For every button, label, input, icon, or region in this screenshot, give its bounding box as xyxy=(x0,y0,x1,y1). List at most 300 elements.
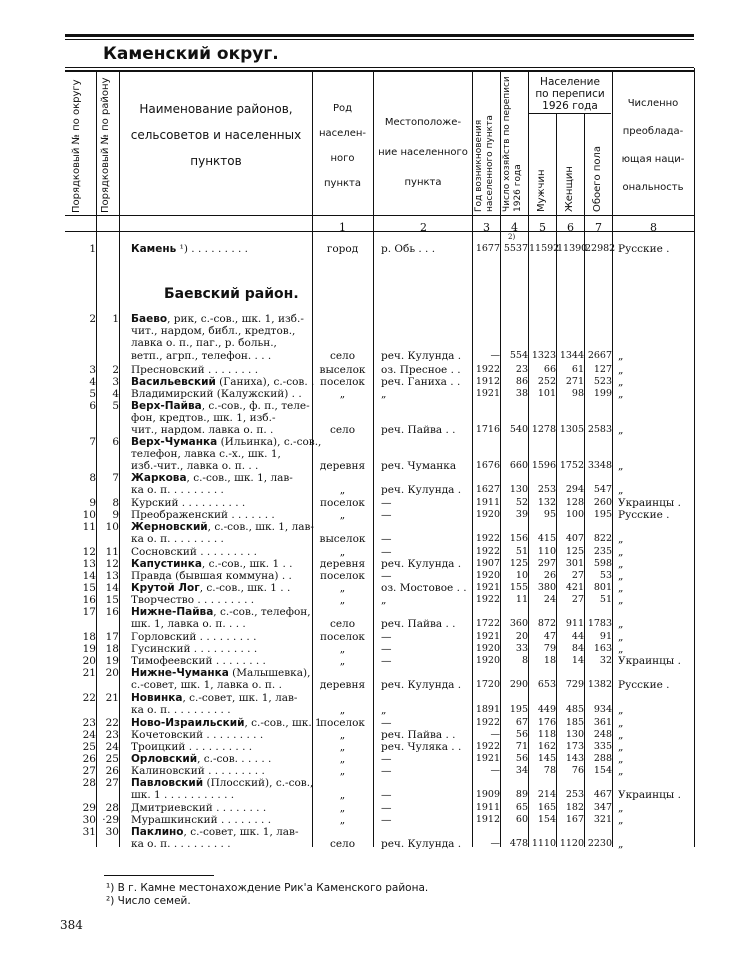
table-row xyxy=(0,826,750,850)
households: 38 xyxy=(515,388,528,399)
founded-year: — xyxy=(490,838,500,850)
households: 39 xyxy=(515,509,528,520)
settlement-location: — xyxy=(381,631,392,643)
households: 34 xyxy=(515,765,528,776)
row-number-raion: 26 xyxy=(105,765,119,777)
men-count: 101 xyxy=(537,388,556,399)
founded-year: 1911 xyxy=(475,497,500,508)
founded-year: 1920 xyxy=(475,509,500,520)
settlement-location: — xyxy=(381,765,392,777)
settlement-type: „ xyxy=(339,484,346,497)
settlement-name: Тимофеевский . . . . . . . . xyxy=(131,655,266,667)
men-count: 79 xyxy=(543,643,556,654)
row-number-okrug: 22 xyxy=(82,692,96,704)
settlement-name: Камень ¹) . . . . . . . . . xyxy=(131,243,249,255)
row-number-okrug: 30 xyxy=(82,814,96,826)
women-count: 185 xyxy=(565,717,584,728)
households: 125 xyxy=(509,558,528,569)
men-count: 415 xyxy=(537,533,556,545)
row-number-okrug: 21 xyxy=(82,667,96,679)
colnum: 7 xyxy=(595,221,602,234)
row-number-okrug: 2 xyxy=(89,313,96,325)
row-number-okrug: 24 xyxy=(82,729,96,741)
row-number-okrug: 7 xyxy=(89,436,96,448)
table-row xyxy=(0,606,750,630)
nationality: „ xyxy=(618,717,624,729)
row-number-okrug: 10 xyxy=(82,509,96,521)
nationality: „ xyxy=(618,814,624,826)
women-count: 27 xyxy=(571,570,584,581)
settlement-location: реч. Кулунда . xyxy=(381,349,462,362)
households: 10 xyxy=(515,570,528,581)
founded-year: 1920 xyxy=(475,655,500,666)
settlement-type: выселок xyxy=(319,364,366,376)
settlement-name-bold: Нижне-Пайва xyxy=(131,606,214,618)
settlement-name: Баево, рик, с.-сов., шк. 1, изб.- xyxy=(131,313,304,325)
households: 89 xyxy=(515,789,528,801)
colnum: 8 xyxy=(650,221,657,234)
total-count: 1783 xyxy=(587,618,612,630)
nationality: „ xyxy=(618,349,624,362)
settlement-type: деревня xyxy=(319,679,366,692)
settlement-name-bold: Жаркова xyxy=(131,472,187,484)
women-count: 294 xyxy=(565,484,584,496)
founded-year: 1922 xyxy=(475,717,500,728)
settlement-name-bold: Верх-Чуманка xyxy=(131,436,218,448)
settlement-location: реч. Чуляка . . xyxy=(381,741,462,753)
row-number-raion: 12 xyxy=(105,558,119,570)
table-row xyxy=(0,814,750,826)
total-count: 248 xyxy=(593,729,612,740)
row-number-raion: 30 xyxy=(105,826,119,838)
settlement-type: „ xyxy=(339,704,346,717)
settlement-location: „ xyxy=(381,704,387,717)
households: 290 xyxy=(509,679,528,691)
settlement-location: — xyxy=(381,789,392,802)
settlement-name: Нижне-Пайва, с.-сов., телефон, xyxy=(131,606,311,618)
settlement-type: „ xyxy=(339,655,346,667)
founded-year: 1912 xyxy=(475,376,500,387)
settlement-type: „ xyxy=(339,582,346,594)
settlement-type: поселок xyxy=(320,717,365,729)
settlement-name: Сосновский . . . . . . . . . xyxy=(131,546,257,558)
men-count: 95 xyxy=(543,509,556,520)
table-row xyxy=(0,753,750,765)
settlement-type: село xyxy=(329,349,356,362)
row-number-raion: 1 xyxy=(112,313,119,325)
settlement-location: — xyxy=(381,509,392,521)
footnote-mark: 2) xyxy=(508,233,516,241)
settlement-name-bold: Новинка xyxy=(131,692,183,704)
settlement-location: — xyxy=(381,814,392,826)
men-count: 380 xyxy=(537,582,556,593)
total-count: 822 xyxy=(593,533,612,545)
women-count: 1305 xyxy=(559,424,584,436)
nationality: „ xyxy=(618,388,624,400)
row-number-raion: 19 xyxy=(105,655,119,667)
table-row xyxy=(0,364,750,376)
settlement-location: реч. Чуманка xyxy=(381,460,457,473)
founded-year: 1676 xyxy=(475,460,500,472)
settlement-name: ка о. п. . . . . . . . . . xyxy=(131,838,231,851)
women-count: 100 xyxy=(565,509,584,520)
men-count: 162 xyxy=(537,741,556,752)
table-row xyxy=(0,777,750,801)
founded-year: 1911 xyxy=(475,802,500,813)
header-col2: Порядковый № по району xyxy=(100,77,111,213)
nationality: „ xyxy=(618,484,624,497)
founded-year: 1921 xyxy=(475,582,500,593)
settlement-name: с.-совет, шк. 1, лавка о. п. . xyxy=(131,679,282,692)
row-number-raion: ·29 xyxy=(102,814,119,826)
settlement-name: изб.-чит., лавка о. п. . . xyxy=(131,460,259,473)
founded-year: 1921 xyxy=(475,753,500,764)
nationality: „ xyxy=(618,582,624,594)
row-number-raion: 11 xyxy=(105,546,119,558)
header-name: Наименование районов, сельсоветов и населенных пунктов xyxy=(130,102,302,168)
women-count: 167 xyxy=(565,814,584,825)
women-count: 485 xyxy=(565,704,584,716)
row-number-okrug: 31 xyxy=(82,826,96,838)
page-number: 384 xyxy=(60,918,83,932)
men-count: 26 xyxy=(543,570,556,581)
row-number-raion: 9 xyxy=(112,509,119,521)
settlement-name-bold: Баево xyxy=(131,313,168,325)
settlement-name: ка о. п. . . . . . . . . xyxy=(131,484,224,497)
total-count: 3348 xyxy=(587,460,612,472)
row-number-raion: 2 xyxy=(112,364,119,376)
settlement-name: Дмитриевский . . . . . . . . xyxy=(131,802,267,814)
founded-year: — xyxy=(490,729,500,740)
settlement-name-bold: Паклино xyxy=(131,826,184,838)
colnum: 6 xyxy=(567,221,574,234)
men-count: 872 xyxy=(537,618,556,630)
header-households: Число хозяйств по переписи 1926 года xyxy=(502,76,523,212)
men-count: 78 xyxy=(543,765,556,776)
nationality: „ xyxy=(618,753,624,765)
households: 478 xyxy=(509,838,528,850)
row-number-raion: 6 xyxy=(112,436,119,448)
settlement-name: Новинка, с.-совет, шк. 1, лав- xyxy=(131,692,298,704)
settlement-location: — xyxy=(381,570,392,582)
nationality: „ xyxy=(618,364,624,376)
row-number-okrug: 1 xyxy=(89,243,96,255)
households: 23 xyxy=(515,364,528,375)
men-count: 24 xyxy=(543,594,556,605)
nationality: „ xyxy=(618,594,624,606)
nationality: „ xyxy=(618,460,624,473)
settlement-location: реч. Кулунда . xyxy=(381,558,462,570)
founded-year: 1891 xyxy=(475,704,500,716)
founded-year: 1922 xyxy=(475,594,500,605)
settlement-location: реч. Кулунда . xyxy=(381,838,462,851)
table-row xyxy=(0,400,750,437)
settlement-name-bold: Павловский xyxy=(131,777,204,789)
row-number-okrug: 27 xyxy=(82,765,96,777)
settlement-type: деревня xyxy=(319,558,366,570)
settlement-name: Жаркова, с.-сов., шк. 1, лав- xyxy=(131,472,293,484)
women-count: 729 xyxy=(565,679,584,691)
settlement-name: Верх-Пайва, с.-сов., ф. п., теле- xyxy=(131,400,310,412)
households: 56 xyxy=(515,753,528,764)
total-count: 199 xyxy=(593,388,612,399)
founded-year: 1922 xyxy=(475,741,500,752)
row-number-okrug: 26 xyxy=(82,753,96,765)
row-number-raion: 21 xyxy=(105,692,119,704)
table-row xyxy=(0,594,750,606)
settlement-location: — xyxy=(381,546,392,558)
households: 71 xyxy=(515,741,528,752)
founded-year: 1921 xyxy=(475,388,500,399)
footnote-2: ²) Число семей. xyxy=(106,895,191,907)
settlement-location: оз. Мостовое . . xyxy=(381,582,467,594)
table-row xyxy=(0,497,750,509)
table-row xyxy=(0,582,750,594)
men-count: 118 xyxy=(537,729,556,740)
men-count: 1323 xyxy=(531,349,556,361)
total-count: 127 xyxy=(593,364,612,375)
men-count: 165 xyxy=(537,802,556,813)
district-title: Баевский район. xyxy=(164,286,299,302)
settlement-location: реч. Пайва . . xyxy=(381,729,456,741)
row-number-okrug: 8 xyxy=(89,472,96,484)
table-row xyxy=(0,802,750,814)
households: 360 xyxy=(509,618,528,630)
row-number-raion: 13 xyxy=(105,570,119,582)
women-count: 1752 xyxy=(559,460,584,472)
settlement-name: Кочетовский . . . . . . . . . xyxy=(131,729,264,741)
settlement-type: „ xyxy=(339,388,346,400)
founded-year: 1912 xyxy=(475,814,500,825)
men-count: 176 xyxy=(537,717,556,728)
total-count: 467 xyxy=(593,789,612,801)
settlement-type: поселок xyxy=(320,570,365,582)
women-count: 301 xyxy=(565,558,584,569)
header-men: Мужчин xyxy=(536,169,547,212)
nationality: Русские . xyxy=(618,679,670,692)
settlement-type: „ xyxy=(339,789,346,802)
total-count: 91 xyxy=(599,631,612,642)
settlement-type: „ xyxy=(339,546,346,558)
row-number-okrug: 17 xyxy=(82,606,96,618)
households: 540 xyxy=(509,424,528,436)
households: 11 xyxy=(515,594,528,605)
settlement-location: реч. Пайва . . xyxy=(381,618,456,631)
settlement-name: Ново-Израильский, с.-сов., шк. 1 xyxy=(131,717,322,729)
colnum: 3 xyxy=(483,221,490,234)
settlement-name: Мурашкинский . . . . . . . . xyxy=(131,814,272,826)
men-count: 47 xyxy=(543,631,556,642)
header-type: Род населен- ного пункта xyxy=(318,103,366,189)
colnum: 5 xyxy=(539,221,546,234)
men-count: 132 xyxy=(537,497,556,508)
founded-year: 1720 xyxy=(475,679,500,691)
women-count: 27 xyxy=(571,594,584,605)
row-number-okrug: 4 xyxy=(89,376,96,388)
households: 67 xyxy=(515,717,528,728)
table-row xyxy=(0,667,750,691)
settlement-type: город xyxy=(326,243,359,255)
row-number-raion: 3 xyxy=(112,376,119,388)
total-count: 934 xyxy=(593,704,612,716)
settlement-name: Капустинка, с.-сов., шк. 1 . . xyxy=(131,558,293,570)
nationality: Украинцы . xyxy=(618,789,681,802)
settlement-type: „ xyxy=(339,729,346,741)
women-count: 271 xyxy=(565,376,584,387)
nationality: „ xyxy=(618,765,624,777)
table-row xyxy=(0,243,750,255)
nationality: „ xyxy=(618,741,624,753)
total-count: 2667 xyxy=(587,349,612,361)
settlement-name-bold: Васильевский xyxy=(131,376,216,388)
row-number-okrug: 18 xyxy=(82,631,96,643)
row-number-okrug: 14 xyxy=(82,570,96,582)
total-count: 154 xyxy=(593,765,612,776)
table-row xyxy=(0,388,750,400)
founded-year: 1909 xyxy=(475,789,500,801)
settlement-type: „ xyxy=(339,753,346,765)
nationality: „ xyxy=(618,838,624,851)
households: 33 xyxy=(515,643,528,654)
settlement-location: — xyxy=(381,802,392,814)
settlement-type: выселок xyxy=(319,533,366,546)
settlement-name: Горловский . . . . . . . . . xyxy=(131,631,257,643)
settlement-location: — xyxy=(381,753,392,765)
total-count: 523 xyxy=(593,376,612,387)
households: 5537 xyxy=(503,243,528,254)
settlement-type: „ xyxy=(339,594,346,606)
table-row xyxy=(0,546,750,558)
header-col1: Порядковый № по округу xyxy=(71,79,82,213)
settlement-name: Паклино, с.-совет, шк. 1, лав- xyxy=(131,826,299,838)
nationality: Украинцы . xyxy=(618,497,681,509)
settlement-name: чит., нардом. лавка о. п. . xyxy=(131,424,274,437)
row-number-okrug: 6 xyxy=(89,400,96,412)
total-count: 260 xyxy=(593,497,612,508)
row-number-raion: 24 xyxy=(105,741,119,753)
total-count: 288 xyxy=(593,753,612,764)
men-count: 253 xyxy=(537,484,556,496)
row-number-raion: 27 xyxy=(105,777,119,789)
total-count: 1382 xyxy=(587,679,612,691)
settlement-name: Владимирский (Калужский) . . xyxy=(131,388,302,400)
row-number-okrug: 16 xyxy=(82,594,96,606)
row-number-okrug: 15 xyxy=(82,582,96,594)
men-count: 214 xyxy=(537,789,556,801)
settlement-name: Васильевский (Ганиха), с.-сов. . xyxy=(131,376,315,388)
settlement-type: поселок xyxy=(320,631,365,643)
men-count: 1110 xyxy=(531,838,556,850)
women-count: 407 xyxy=(565,533,584,545)
table-row xyxy=(0,741,750,753)
settlement-name-bold: Нижне-Чуманка xyxy=(131,667,229,679)
founded-year: 1920 xyxy=(475,643,500,654)
row-number-okrug: 19 xyxy=(82,643,96,655)
nationality: „ xyxy=(618,376,624,388)
settlement-location: оз. Пресное . . xyxy=(381,364,461,376)
nationality: „ xyxy=(618,546,624,558)
settlement-name: ка о. п. . . . . . . . . . xyxy=(131,704,231,717)
table-row xyxy=(0,436,750,473)
settlement-name: Орловский, с.-сов. . . . . . xyxy=(131,753,272,765)
nationality: „ xyxy=(618,704,624,717)
settlement-name: Павловский (Плосский), с.-сов., xyxy=(131,777,314,789)
settlement-type: село xyxy=(329,838,356,851)
nationality: „ xyxy=(618,558,624,570)
founded-year: 1922 xyxy=(475,546,500,557)
settlement-name: Троицкий . . . . . . . . . . xyxy=(131,741,253,753)
total-count: 335 xyxy=(593,741,612,752)
households: 155 xyxy=(509,582,528,593)
settlement-location: „ xyxy=(381,594,387,606)
total-count: 347 xyxy=(593,802,612,813)
row-number-raion: 18 xyxy=(105,643,119,655)
total-count: 53 xyxy=(599,570,612,581)
settlement-location: реч. Ганиха . . xyxy=(381,376,461,388)
founded-year: 1627 xyxy=(475,484,500,496)
women-count: 128 xyxy=(565,497,584,508)
settlement-location: — xyxy=(381,717,392,729)
nationality: „ xyxy=(618,533,624,546)
men-count: 66 xyxy=(543,364,556,375)
settlement-name: Преображенский . . . . . . . xyxy=(131,509,275,521)
households: 554 xyxy=(509,349,528,361)
women-count: 143 xyxy=(565,753,584,764)
colnum: 4 xyxy=(511,221,518,234)
row-number-raion: 28 xyxy=(105,802,119,814)
founded-year: 1677 xyxy=(475,243,500,254)
header-population: Население по переписи 1926 года xyxy=(535,76,605,112)
women-count: 182 xyxy=(565,802,584,813)
page-title: Каменский округ. xyxy=(103,44,279,64)
settlement-type: „ xyxy=(339,509,346,521)
total-count: 801 xyxy=(593,582,612,593)
row-number-raion: 22 xyxy=(105,717,119,729)
nationality: „ xyxy=(618,729,624,741)
households: 156 xyxy=(509,533,528,545)
settlement-name: Верх-Чуманка (Ильинка), с.-сов., xyxy=(131,436,322,448)
men-count: 252 xyxy=(537,376,556,387)
settlement-type: „ xyxy=(339,741,346,753)
women-count: 173 xyxy=(565,741,584,752)
table-row xyxy=(0,472,750,496)
settlement-name: Калиновский . . . . . . . . . xyxy=(131,765,265,777)
footnote-1: ¹) В г. Камне местонахождение Рик'а Каменского района. xyxy=(106,882,429,894)
women-count: 1344 xyxy=(559,349,584,361)
nationality: „ xyxy=(618,631,624,643)
women-count: 84 xyxy=(571,643,584,654)
row-number-okrug: 11 xyxy=(82,521,96,533)
men-count: 110 xyxy=(537,546,556,557)
row-number-raion: 4 xyxy=(112,388,119,400)
settlement-type: село xyxy=(329,618,356,631)
settlement-name: шк. 1, лавка о. п. . . . xyxy=(131,618,246,631)
founded-year: 1920 xyxy=(475,570,500,581)
households: 56 xyxy=(515,729,528,740)
men-count: 145 xyxy=(537,753,556,764)
settlement-type: поселок xyxy=(320,376,365,388)
settlement-name-bold: Жерновский xyxy=(131,521,208,533)
women-count: 11390 xyxy=(557,243,588,254)
settlement-type: „ xyxy=(339,765,346,777)
settlement-type: „ xyxy=(339,643,346,655)
founded-year: — xyxy=(490,765,500,776)
row-number-okrug: 9 xyxy=(89,497,96,509)
row-number-raion: 17 xyxy=(105,631,119,643)
settlement-name: Гусинский . . . . . . . . . . xyxy=(131,643,258,655)
nationality: „ xyxy=(618,570,624,582)
total-count: 2583 xyxy=(587,424,612,436)
